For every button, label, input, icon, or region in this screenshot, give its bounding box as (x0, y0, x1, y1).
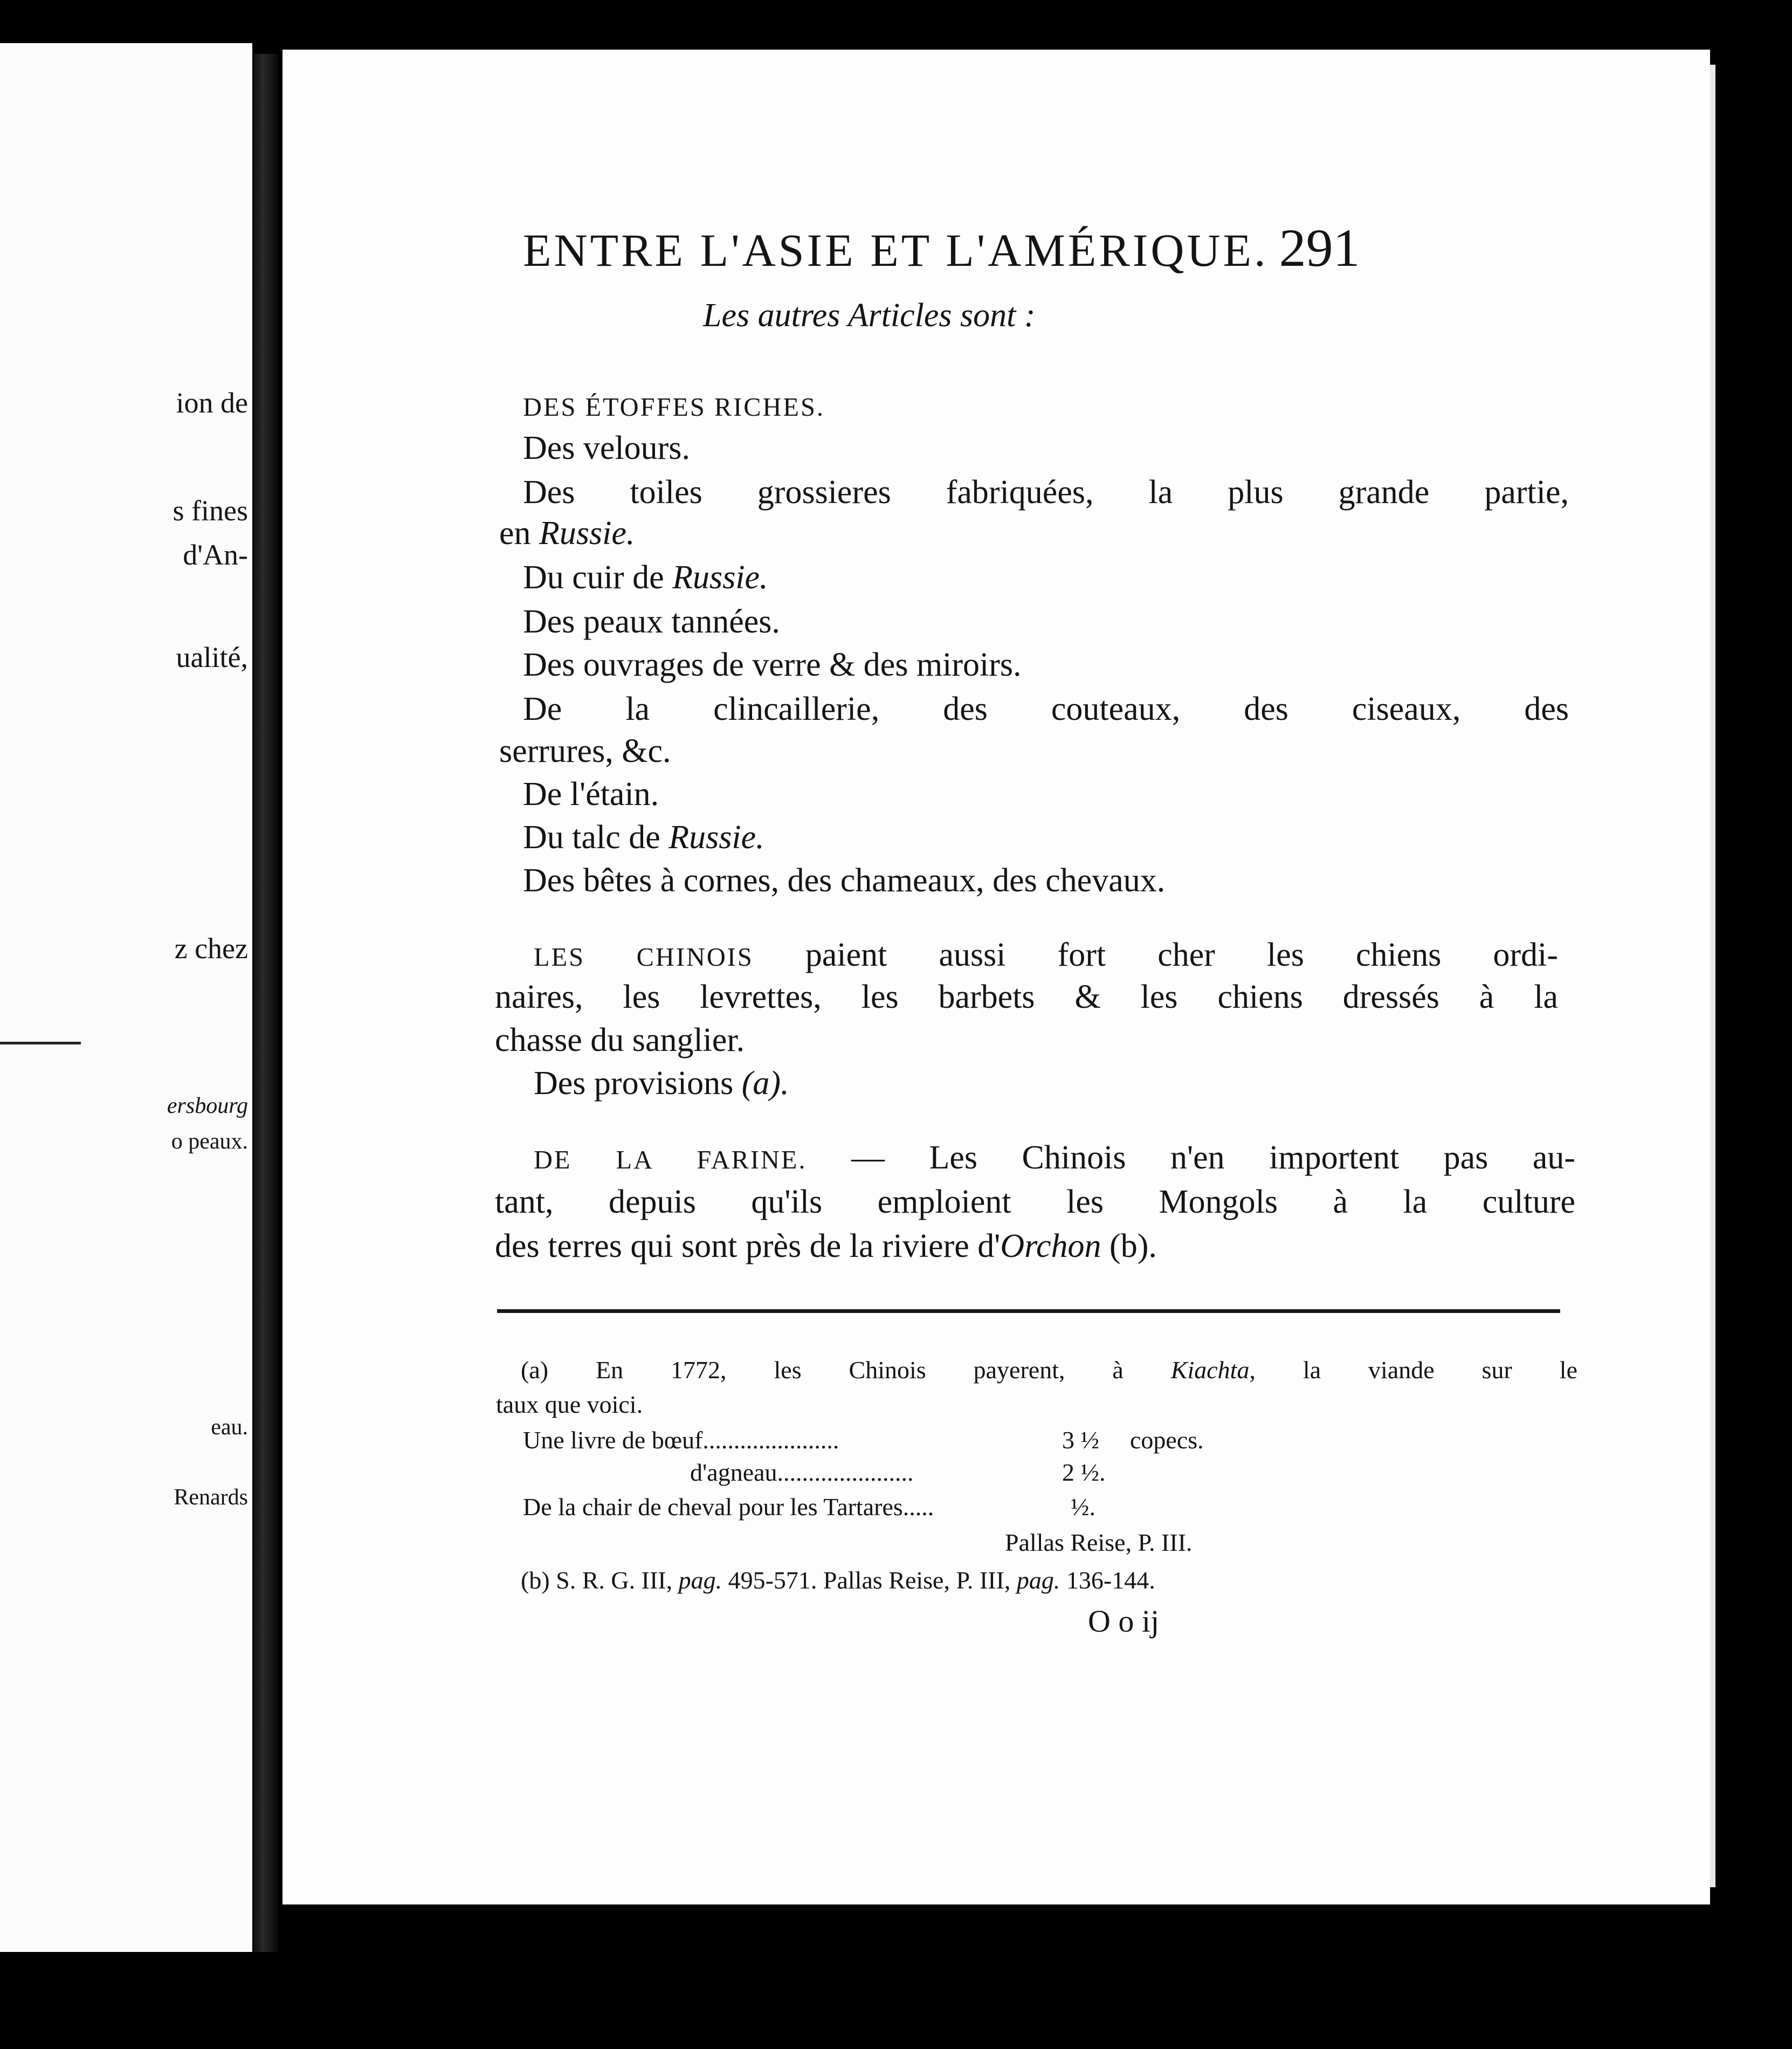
list-item: Des toiles grossieres fabriquées, la plus grande partie, (523, 474, 1569, 511)
footnote-ref-b: (b). (1101, 1228, 1157, 1264)
price-row-value: 2 ½. (1062, 1459, 1106, 1486)
list-item: De la clincaillerie, des couteaux, des ciseaux, des (523, 691, 1569, 727)
list-item-continuation: en Russie. (499, 515, 635, 552)
footnote-a-line: taux que voici. (496, 1391, 643, 1418)
paragraph-line: naires, les levrettes, les barbets & les chiens dressés à la (495, 979, 1558, 1015)
left-page-footnote-line: o peaux. (171, 1129, 248, 1154)
price-row-label: De la chair de cheval pour les Tartares..... (523, 1493, 934, 1521)
section-subheading: Les autres Articles sont : (703, 297, 1036, 334)
book-gutter (253, 54, 278, 1952)
left-page-footnote-line: eau. (211, 1415, 248, 1440)
list-item: Des bêtes à cornes, des chameaux, des chevaux. (523, 862, 1166, 899)
left-page-line: s fines (173, 494, 248, 527)
running-title: ENTRE L'ASIE ET L'AMÉRIQUE. (523, 224, 1269, 276)
paragraph-line: Des provisions (a). (534, 1065, 789, 1102)
footnote-separator-rule (497, 1309, 1560, 1313)
left-page-line: d'An- (183, 539, 248, 571)
list-item: DES ÉTOFFES RICHES. (523, 393, 825, 422)
footnote-b-line: (b) S. R. G. III, pag. 495-571. Pallas Reise, P. III, pag. 136-144. (521, 1566, 1155, 1594)
price-row-unit: copecs. (1130, 1426, 1204, 1454)
list-item-continuation: serrures, &c. (499, 733, 671, 769)
page-edge (1710, 65, 1715, 1887)
paragraph-line: tant, depuis qu'ils emploient les Mongols à la culture (495, 1184, 1575, 1220)
page-number: 291 (1279, 218, 1360, 278)
running-header (523, 218, 1360, 278)
left-page-line: ion de (176, 387, 248, 419)
left-page-footnote-rule (0, 1042, 81, 1044)
footnote-ref-a: (a). (741, 1065, 789, 1102)
paragraph-line: LES CHINOIS paient aussi fort cher les chiens ordi- (534, 937, 1558, 973)
left-page-footnote-line: ersbourg (167, 1094, 248, 1118)
list-item: Du cuir de Russie. (523, 559, 768, 596)
price-row-value: ½. (1071, 1493, 1095, 1521)
left-page-line: z chez (174, 932, 248, 965)
paragraph-line: DE LA FARINE. — Les Chinois n'en importent pas au- (534, 1139, 1575, 1176)
signature-mark: O o ij (1088, 1604, 1160, 1639)
list-item: Des velours. (523, 430, 690, 466)
list-item: De l'étain. (523, 776, 659, 813)
footnote-a-source: Pallas Reise, P. III. (1005, 1529, 1193, 1556)
book-page (282, 50, 1710, 1904)
list-item: Des ouvrages de verre & des miroirs. (523, 647, 1022, 683)
left-page-fragment (0, 43, 252, 1952)
price-row-label: Une livre de bœuf...................... (523, 1426, 839, 1454)
list-item: Du talc de Russie. (523, 819, 764, 856)
left-page-line: ualité, (176, 641, 248, 673)
list-item: Des peaux tannées. (523, 603, 780, 640)
price-row-value: 3 ½ (1062, 1426, 1099, 1454)
paragraph-line: des terres qui sont près de la riviere d'Orchon (b). (495, 1228, 1157, 1264)
left-page-footnote-line: Renards (174, 1485, 248, 1510)
price-row-label: d'agneau...................... (690, 1459, 914, 1486)
paragraph-line: chasse du sanglier. (495, 1022, 745, 1058)
footnote-a-line: (a) En 1772, les Chinois payerent, à Kiachta, la viande sur le (521, 1356, 1577, 1384)
